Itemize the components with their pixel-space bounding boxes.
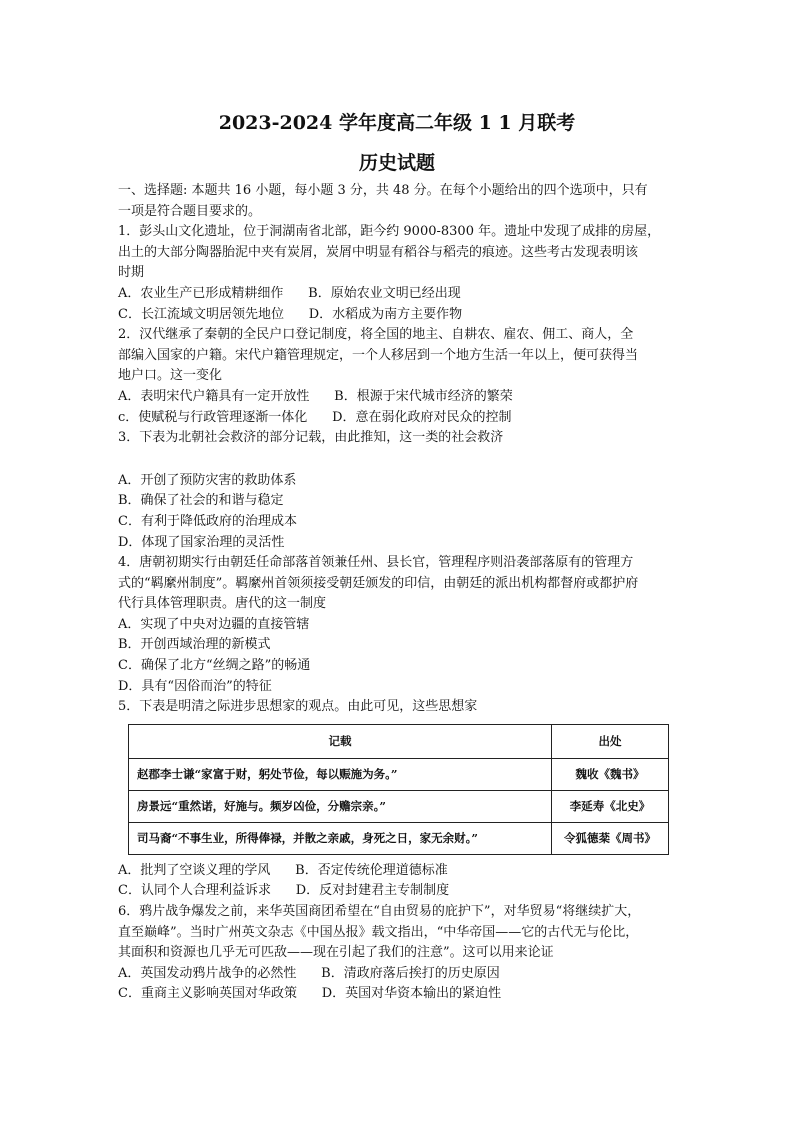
question-5-stem: 5．下表是明清之际进步思想家的观点。由此可见，这些思想家 — [118, 699, 478, 715]
question-6-options: C．重商主义影响英国对华政策 D．英国对华资本输出的紧迫性 — [118, 986, 502, 1002]
question-4-option: D．具有“因俗而治”的特征 — [118, 678, 272, 694]
section-instruction-cont: 一项是符合题目要求的。 — [118, 203, 262, 219]
question-6-stem: 其面积和资源也几乎无可匹敌——现在引起了我们的注意”。这可以用来论证 — [118, 945, 554, 961]
question-4-option: C．确保了北方“丝绸之路”的畅通 — [118, 658, 311, 674]
question-1-options: A．农业生产已形成精耕细作 B．原始农业文明已经出现 — [118, 285, 461, 301]
question-2-stem: 2．汉代继承了秦朝的全民户口登记制度，将全国的地主、自耕农、雇农、佣工、商人，全 — [118, 327, 634, 343]
question-5-options: A．批判了空谈义理的学风 B．否定传统伦理道德标准 — [118, 862, 448, 878]
question-3-option: D．体现了国家治理的灵活性 — [118, 534, 285, 550]
table-cell-record: 房景远“重然诺，好施与。频岁凶俭，分赡宗亲。” — [129, 790, 552, 822]
question-2-options: A．表明宋代户籍具有一定开放性 B．根源于宋代城市经济的繁荣 — [118, 388, 513, 404]
question-1-stem: 出土的大部分陶器胎泥中夹有炭屑，炭屑中明显有稻谷与稻壳的痕迹。这些考古发现表明该 — [118, 244, 639, 260]
table-cell-source: 李延寿《北史》 — [552, 790, 669, 822]
question-2-options: c．使赋税与行政管理逐渐一体化 D．意在弱化政府对民众的控制 — [118, 409, 512, 425]
question-5-table — [128, 724, 669, 855]
exam-content — [118, 181, 678, 1005]
table-cell-record: 司马裔“不事生业，所得俸禄，并散之亲戚，身死之日，家无余财。” — [129, 822, 552, 854]
question-2-stem: 地户口。这一变化 — [118, 368, 223, 384]
table-cell-record: 赵郡李士谦“家富于财，躬处节俭，每以赈施为务。” — [129, 758, 552, 790]
question-3-stem: 3．下表为北朝社会救济的部分记载，由此推知，这一类的社会救济 — [118, 430, 504, 446]
question-3-table-gap — [118, 449, 678, 471]
question-6-options: A．英国发动鸦片战争的必然性 B．清政府落后挨打的历史原因 — [118, 965, 500, 981]
question-1-options: C．长江流域文明居领先地位 D．水稻成为南方主要作物 — [118, 306, 463, 322]
question-4-option: A．实现了中央对边疆的直接管辖 — [118, 616, 310, 632]
section-instruction: 一、选择题: 本题共 16 小题，每小题 3 分，共 48 分。在每个小题给出的四个选项中，只有 — [118, 183, 648, 198]
question-1-stem: 1．彭头山文化遗址，位于洞湖南省北部，距今约 9000-8300 年。遗址中发现了成排的房屋， — [118, 224, 661, 240]
question-6-stem: 直至巅峰”。当时广州英文杂志《中国丛报》载文指出，“中华帝国——它的古代无与伦比， — [118, 924, 639, 940]
question-3-option: B．确保了社会的和谐与稳定 — [118, 493, 284, 509]
exam-subtitle: 历史试题 — [358, 152, 435, 174]
question-1-stem: 时期 — [118, 265, 145, 281]
question-5-options: C．认同个人合理利益诉求 D．反对封建君主专制制度 — [118, 883, 450, 899]
table-header-record: 记载 — [129, 724, 552, 758]
question-4-stem: 4．唐朝初期实行由朝廷任命部落首领兼任州、县长官，管理程序则沿袭部落原有的管理方 — [118, 555, 634, 571]
question-4-stem: 式的“羁縻州制度”。羁縻州首领须接受朝廷颁发的印信，由朝廷的派出机构都督府或都护府 — [118, 575, 639, 591]
table-row — [129, 790, 669, 822]
table-header-source: 出处 — [552, 724, 669, 758]
question-2-stem: 部编入国家的户籍。宋代户籍管理规定，一个人移居到一个地方生活一年以上，便可获得当 — [118, 347, 639, 363]
table-row — [129, 822, 669, 854]
question-4-stem: 代行具体管理职责。唐代的这一制度 — [118, 596, 327, 612]
table-cell-source: 令狐德棻《周书》 — [552, 822, 669, 854]
exam-title: 2023-2024 学年度高二年级 1 1 月联考 — [218, 112, 576, 134]
table-header-row — [129, 724, 669, 758]
table-row — [129, 758, 669, 790]
question-4-option: B．开创西域治理的新模式 — [118, 637, 271, 653]
table-cell-source: 魏收《魏书》 — [552, 758, 669, 790]
question-3-option: C．有利于降低政府的治理成本 — [118, 513, 297, 529]
question-3-option: A．开创了预防灾害的救助体系 — [118, 472, 297, 488]
question-6-stem: 6．鸦片战争爆发之前，来华英国商团希望在“自由贸易的庇护下”，对华贸易“将继续扩大， — [118, 904, 641, 920]
